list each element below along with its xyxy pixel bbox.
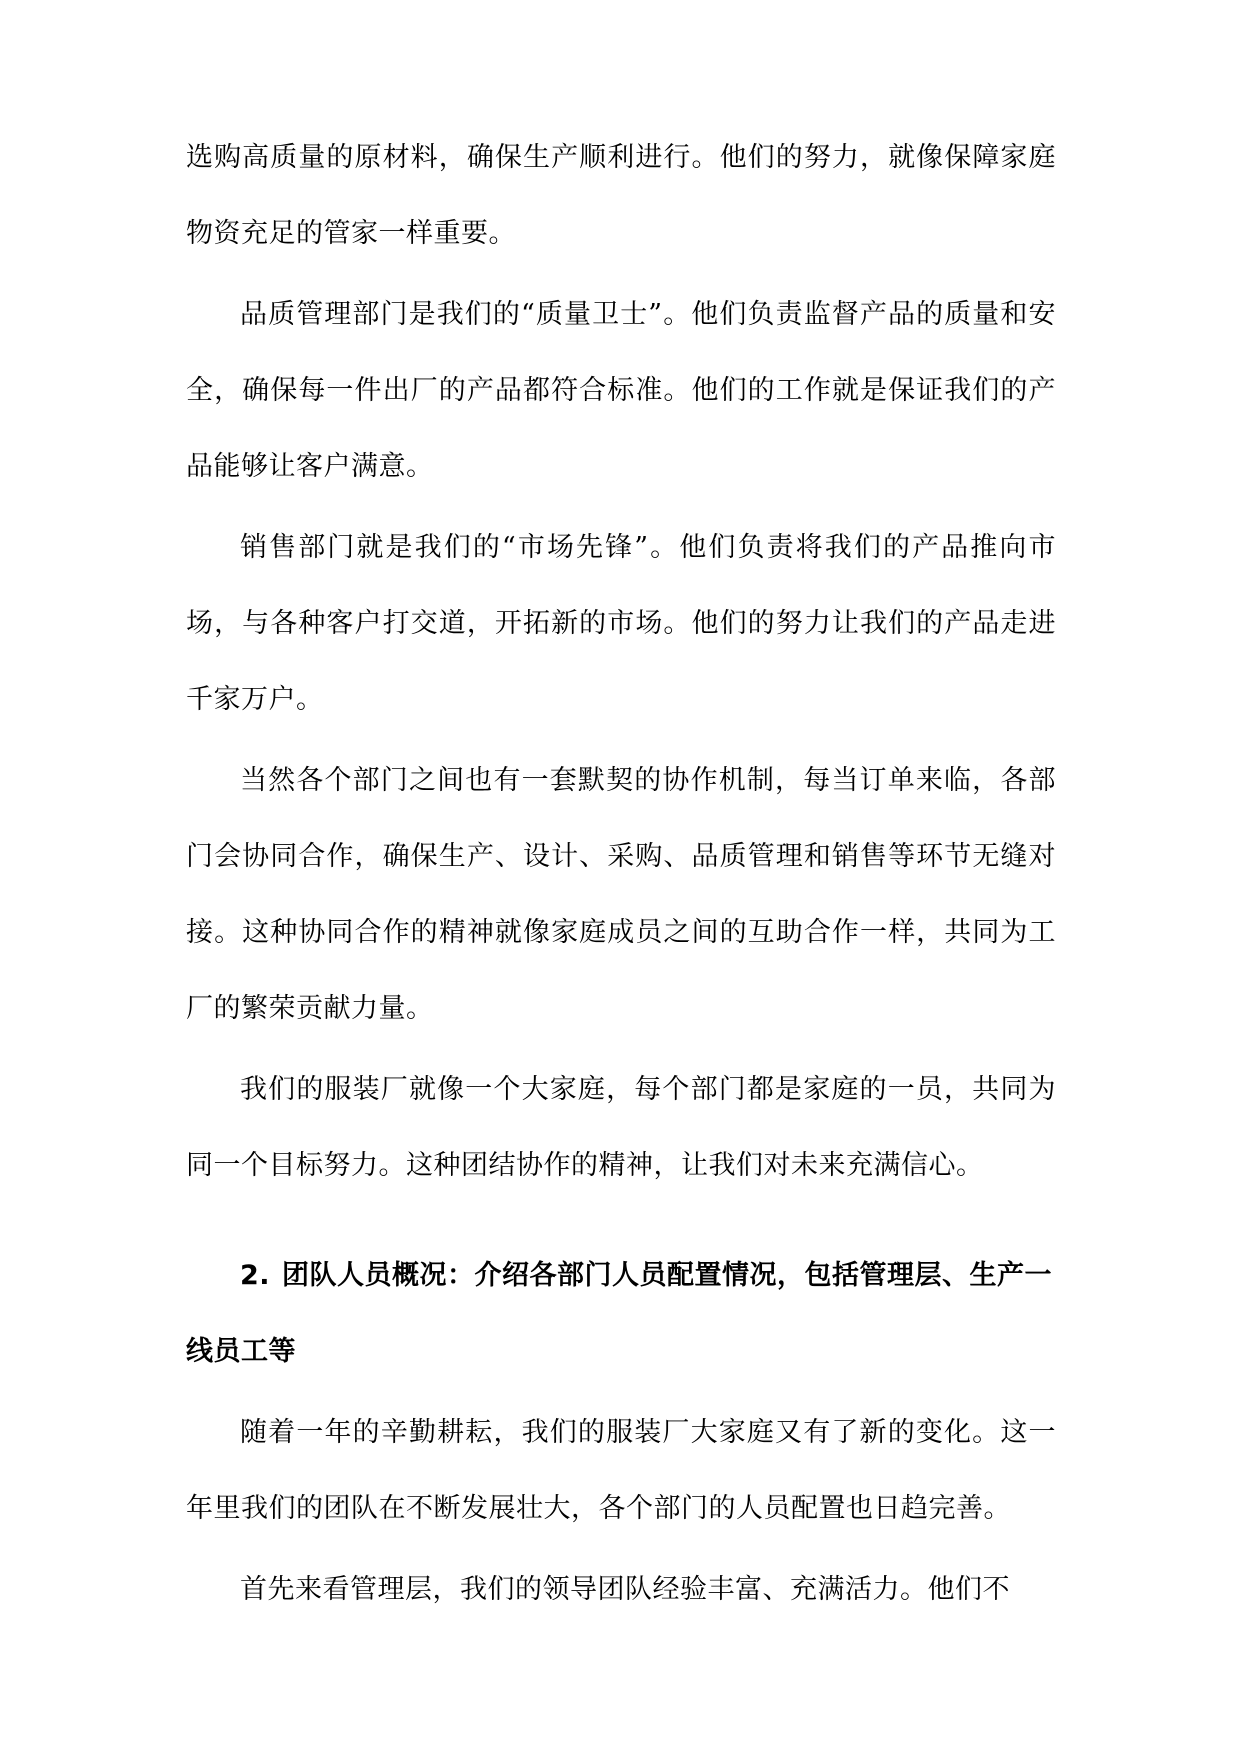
paragraph-sales-department: 销售部门就是我们的“市场先锋”。他们负责将我们的产品推向市场，与各种客户打交道，开拓新的市场。他们的努力让我们的产品走进千家万户。 — [186, 532, 1056, 715]
section-title: 团队人员概况：介绍各部门人员配置情况，包括管理层、生产一线员工等 — [186, 1260, 1053, 1367]
paragraph-team-growth: 随着一年的辛勤耕耘，我们的服装厂大家庭又有了新的变化。这一年里我们的团队在不断发展壮大，各个部门的人员配置也日趋完善。 — [186, 1417, 1056, 1524]
section-number: 2. — [240, 1260, 271, 1291]
paragraph-big-family: 我们的服装厂就像一个大家庭，每个部门都是家庭的一员，共同为同一个目标努力。这种团结协作的精神，让我们对未来充满信心。 — [186, 1074, 1056, 1181]
section-heading-team-overview — [186, 1238, 1056, 1390]
paragraph-procurement-continued: 选购高质量的原材料，确保生产顺利进行。他们的努力，就像保障家庭物资充足的管家一样重要。 — [186, 142, 1056, 249]
paragraph-collaboration: 当然各个部门之间也有一套默契的协作机制，每当订单来临，各部门会协同合作，确保生产、设计、采购、品质管理和销售等环节无缝对接。这种协同合作的精神就像家庭成员之间的互助合作一样，共同为工厂的繁荣贡献力量。 — [186, 765, 1056, 1024]
paragraph-management: 首先来看管理层，我们的领导团队经验丰富、充满活力。他们不 — [240, 1574, 1010, 1605]
paragraph-quality-department: 品质管理部门是我们的“质量卫士”。他们负责监督产品的质量和安全，确保每一件出厂的产品都符合标准。他们的工作就是保证我们的产品能够让客户满意。 — [186, 299, 1056, 482]
document-page — [186, 120, 1056, 1633]
